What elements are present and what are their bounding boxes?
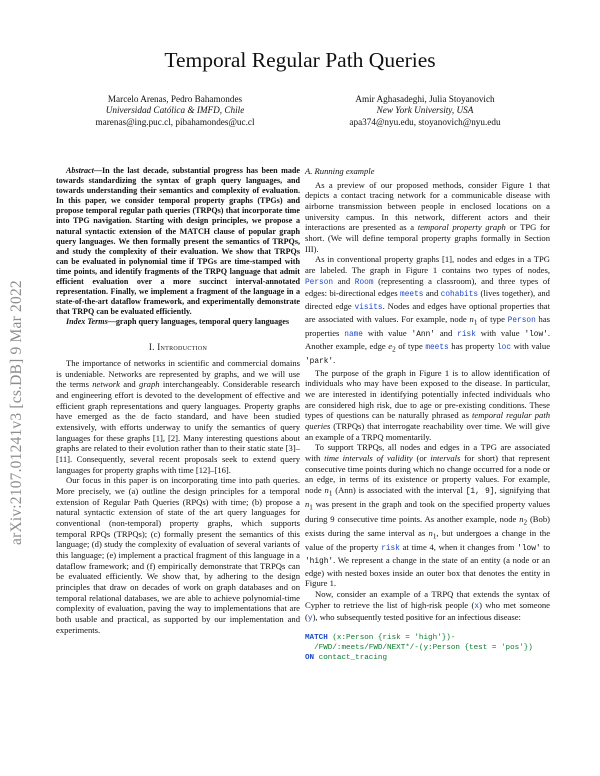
author-block-2 [310,94,540,128]
running-paragraph-2: As in conventional property graphs [1], nodes and edges in a TPG are labeled. The graph in Figure 1 contains two types of nodes, Person and Room (representing a classroom), and three types of edges: bi-directional edges meets and cohabits (lives together), and directed edge visits. Nodes and edges have optional properties that are associated with values. For example, node $n_1$ of type Person has properties name with value 'Ann' and risk with value 'low'. Another example, edge $e_2$ of type meets has property loc with value 'park'. [305,254,551,366]
arxiv-stamp: arXiv:2107.01241v3 [cs.DB] 9 Mar 2022 [8,280,25,545]
author-email: marenas@ing.puc.cl, pibahamondes@uc.cl [95,116,255,127]
paper-title: Temporal Regular Path Queries [164,48,436,72]
author-affiliation: New York University, USA [376,105,474,116]
cypher-code-block: MATCH (x:Person {risk = 'high'})- /FWD/:meets/FWD/NEXT*/-(y:Person {test = 'pos'}) ON contact_tracing [305,633,533,662]
running-paragraph-3: The purpose of the graph in Figure 1 is to allow identification of individuals who may have been exposed to the disease. In particular, we are interested in identifying potentially infected individuals who are considered high risk, due to age or pre-existing conditions. These types of questions can be naturally phrased as temporal regular path queries (TRPQs) that interrogate reachability over time. We will give an example of a TRPQ momentarily. [305,367,550,442]
running-paragraph-1: As a preview of our proposed methods, consider Figure 1 that depicts a contact tracing network for a communicable disease with airborne transmission between people in enclosed locations on a university campus. In this network, different actors and their interactions are presented as a temporal property graph or TPG for short. (We will define temporal property graphs formally in Section III). [305,179,550,254]
intro-paragraph-2: Our focus in this paper is on incorporating time into path queries. More precisely, we (a) outline the design principles for a temporal extension of Regular Path Queries (RPQs) with time; (b) propose a natural syntactic extension of state of the art query languages for conventional (non-temporal) property graphs, which supports temporal RPQs (TRPQs); (c) formally present the semantics of this language; (d) study the complexity of evaluation of several variants of this language; (e) implement a practical fragment of this language in a dataflow framework; and (f) empirically demonstrate that TRPQs can be evaluated efficiently. We show that, by adhering to the design principles that draw on decades of work on graph databases and on temporal relational databases, we are able to achieve polynomial-time complexity of evaluation, paving the way to implementations that are both usable and practical, as supported by our implementation and experiments. [56,475,300,635]
author-names: Amir Aghasadeghi, Julia Stoyanovich [355,94,495,104]
section-heading-introduction: I. Introduction [148,341,208,352]
abstract: Abstract—In the last decade, substantial progress has been made towards standardizing the syntax of graph query languages, and towards understanding their semantics and complexity of evaluation. In this paper, we consider temporal property graphs (TPGs) and propose temporal regular path queries (TRPQs) that incorporate time into TPG navigation. Starting with design principles, we propose a natural syntactic extension of the MATCH clause of popular graph query languages. We then formally present the semantics of TRPQs, and study the complexity of their evaluation. We show that TRPQs can be evaluated in polynomial time if TPGs are time-stamped with time points, and identify fragments of the TRPQ language that admit efficient evaluation over a more succinct interval-annotated representation. Finally, we implement a fragment of the language in a state-of-the-art dataflow framework, and experimentally demonstrate that TRPQ can be evaluated efficiently. [56,166,300,317]
author-names: Marcelo Arenas, Pedro Bahamondes [107,94,243,104]
right-column [305,166,550,663]
author-email: apa374@nyu.edu, stoyanovich@nyu.edu [349,116,501,127]
running-paragraph-4: To support TRPQs, all nodes and edges in a TPG are associated with time intervals of validity (or intervals for short) that represent consecutive time points during which no change occurred for a node or an edge, in terms of its existence or property values. For example, node $n_1$ (Ann) is associated with the interval [1, 9], signifying that $n_1$ was present in the graph and took on the specified property values during 9 consecutive time points. As another example, node $n_2$ (Bob) exists during the same interval as $n_1$, but undergoes a change in the value of the property risk at time 4, when it changes from 'low' to 'high'. We represent a change in the state of an entity (a node or an edge) with nested boxes inside an outer box that denotes the entity in Figure 1. [305,442,551,589]
intro-paragraph-1: The importance of networks in scientific and commercial domains is undeniable. Networks are represented by graphs, and we will use the terms network and graph interchangeably. Considerable research and engineering effort is devoted to the development of effective and efficient graph representations and query languages. Property graphs have emerged as the de facto standard, and have been studied extensively, with efforts underway to unify the semantics of query languages for these graphs [1], [2]. Many interesting questions about graphs are related to their evolution rather than to their static state [3]–[11]. Consequently, several recent proposals seek to extend query languages for property graphs with time [12]–[16]. [56,358,300,475]
index-terms: Index Terms—graph query languages, temporal query languages [66,317,289,327]
subsection-heading-running-example: A. Running example [305,166,375,176]
running-paragraph-5: Now, consider an example of a TRPQ that extends the syntax of Cypher to retrieve the list of high-risk people (x) who met someone (y), who subsequently tested positive for an infectious disease: [305,588,550,624]
author-block-1 [60,94,290,128]
left-column [56,166,300,635]
author-affiliation: Universidad Católica & IMFD, Chile [105,105,245,116]
